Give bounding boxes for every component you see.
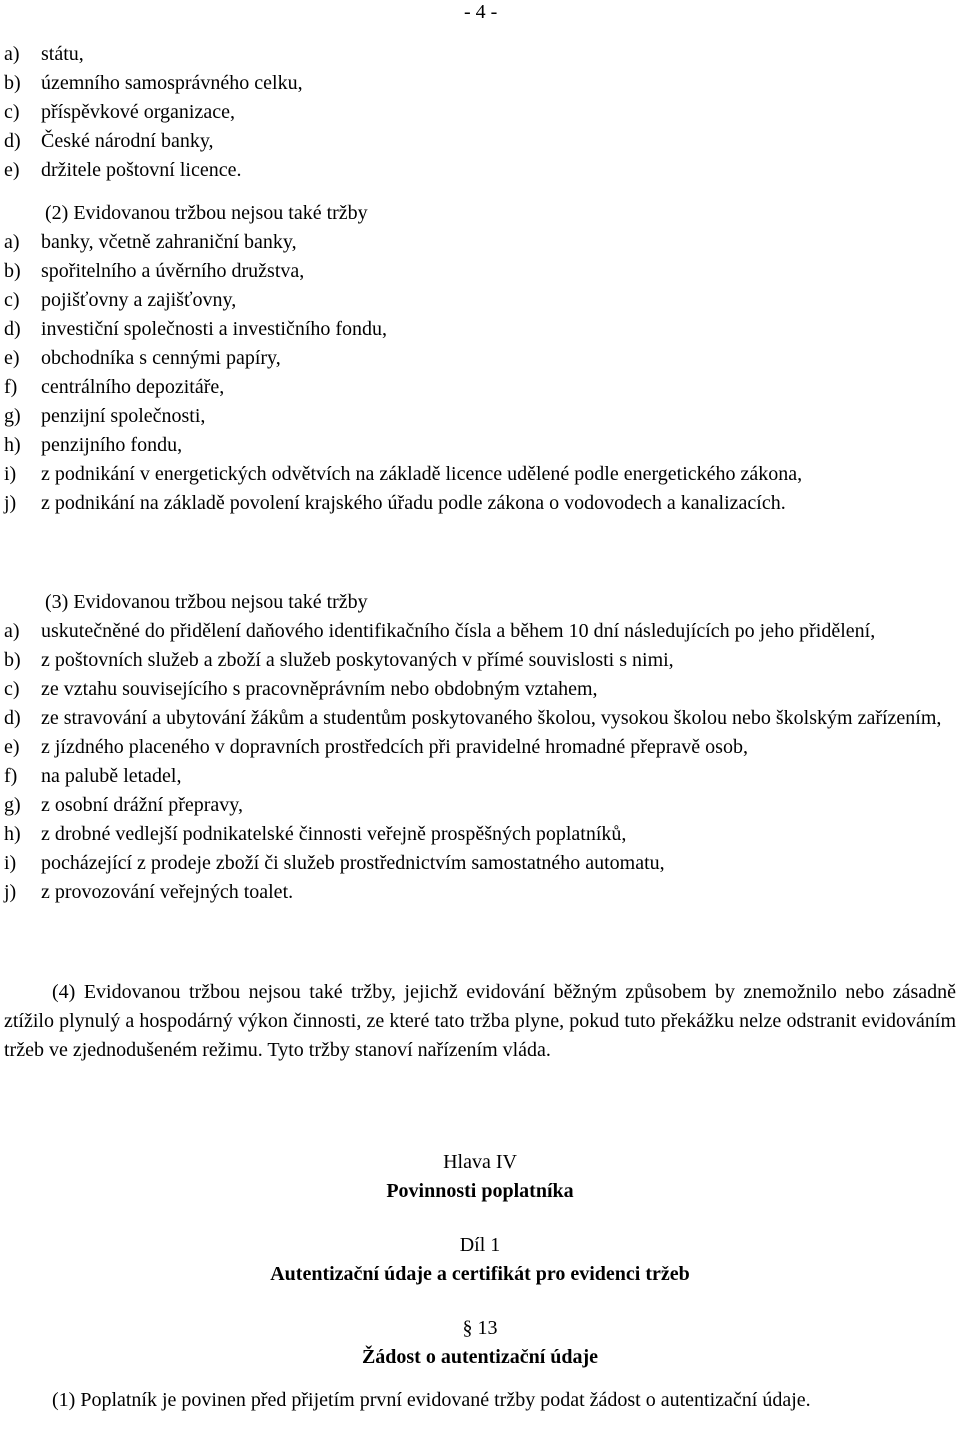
item-label: b) — [4, 72, 21, 94]
list-a — [4, 40, 956, 185]
item-label: g) — [4, 794, 21, 816]
item-label: c) — [4, 678, 20, 700]
item-text: příspěvkové organizace, — [41, 101, 235, 123]
list-item — [4, 849, 956, 878]
list-item — [4, 373, 956, 402]
item-label: d) — [4, 707, 21, 729]
item-text: z provozování veřejných toalet. — [41, 881, 294, 903]
item-text: z podnikání na základě povolení krajského úřadu podle zákona o vodovodech a kanalizacích. — [41, 492, 786, 514]
item-label: a) — [4, 231, 20, 253]
item-label: d) — [4, 318, 21, 340]
list-item — [4, 791, 956, 820]
list-item — [4, 402, 956, 431]
section-title: Žádost o autentizační údaje — [361, 1346, 599, 1368]
list-item — [4, 228, 956, 257]
item-text: z jízdného placeného v dopravních prostředcích při pravidelné hromadné přepravě osob, — [41, 736, 748, 758]
item-text: centrálního depozitáře, — [41, 376, 225, 398]
list-paragraph-3 — [4, 617, 956, 907]
item-label: f) — [4, 765, 18, 787]
list-item — [4, 733, 956, 762]
list-item — [4, 156, 956, 185]
list-item — [4, 820, 956, 849]
item-label: g) — [4, 405, 21, 427]
item-label: j) — [4, 881, 17, 903]
item-label: a) — [4, 620, 20, 642]
item-label: h) — [4, 823, 21, 845]
item-text: České národní banky, — [41, 130, 214, 152]
paragraph-2-intro: (2) Evidovanou tržbou nejsou také tržby — [45, 202, 368, 224]
list-item — [4, 460, 956, 489]
list-item — [4, 127, 956, 156]
item-label: e) — [4, 347, 20, 369]
section-number: § 13 — [462, 1317, 498, 1339]
item-label: j) — [4, 492, 17, 514]
item-label: b) — [4, 649, 21, 671]
list-item — [4, 40, 956, 69]
list-item — [4, 98, 956, 127]
item-label: d) — [4, 130, 21, 152]
item-text: uskutečněné do přidělení daňového identifikačního čísla a během 10 dní následujících po jeho přidělení, — [41, 620, 876, 642]
item-text: penzijní společnosti, — [41, 405, 206, 427]
item-label: h) — [4, 434, 21, 456]
item-text: ze stravování a ubytování žákům a studentům poskytovaného školou, vysokou školou nebo školským zařízením, — [41, 707, 942, 729]
list-item — [4, 431, 956, 460]
list-item — [4, 704, 956, 733]
paragraph-3-intro: (3) Evidovanou tržbou nejsou také tržby — [45, 591, 368, 613]
item-text: státu, — [41, 43, 84, 65]
item-text: z drobné vedlejší podnikatelské činnosti veřejně prospěšných poplatníků, — [41, 823, 627, 845]
list-item — [4, 315, 956, 344]
item-text: na palubě letadel, — [41, 765, 182, 787]
list-item — [4, 344, 956, 373]
item-label: c) — [4, 289, 20, 311]
item-label: c) — [4, 101, 20, 123]
item-text: z osobní drážní přepravy, — [41, 794, 243, 816]
section-13-paragraph-1: (1) Poplatník je povinen před přijetím první evidované tržby podat žádost o autentizační údaje. — [52, 1389, 811, 1411]
chapter-number: Hlava IV — [443, 1151, 517, 1173]
list-item — [4, 762, 956, 791]
list-item — [4, 617, 956, 646]
item-label: e) — [4, 736, 20, 758]
item-text: pocházející z prodeje zboží či služeb prostřednictvím samostatného automatu, — [41, 852, 665, 874]
part-number: Díl 1 — [459, 1234, 501, 1256]
item-text: z podnikání v energetických odvětvích na základě licence udělené podle energetického zákona, — [41, 463, 803, 485]
list-item — [4, 489, 956, 518]
item-label: a) — [4, 43, 20, 65]
list-item — [4, 286, 956, 315]
item-text: penzijního fondu, — [41, 434, 183, 456]
item-text: banky, včetně zahraniční banky, — [41, 231, 297, 253]
list-item — [4, 69, 956, 98]
item-label: f) — [4, 376, 18, 398]
paragraph-4: (4) Evidovanou tržbou nejsou také tržby, jejichž evidování běžným způsobem by znemožnilo nebo zásadně ztížilo plynulý a hospodárný výkon činnosti, ze které tato tržba plyne, pokud tuto překážku nelze odstranit evidováním tržeb ve zjednodušeném režimu. Tyto tržby stanoví nařízením vláda. — [4, 981, 956, 1061]
item-text: spořitelního a úvěrního družstva, — [41, 260, 305, 282]
item-text: z poštovních služeb a zboží a služeb poskytovaných v přímé souvislosti s nimi, — [41, 649, 674, 671]
list-item — [4, 257, 956, 286]
list-paragraph-2 — [4, 228, 956, 518]
list-item — [4, 878, 956, 907]
item-label: i) — [4, 852, 17, 874]
item-text: investiční společnosti a investičního fondu, — [41, 318, 388, 340]
item-text: obchodníka s cennými papíry, — [41, 347, 281, 369]
part-title: Autentizační údaje a certifikát pro evidenci tržeb — [270, 1263, 690, 1285]
list-item — [4, 675, 956, 704]
item-label: b) — [4, 260, 21, 282]
item-text: pojišťovny a zajišťovny, — [41, 289, 237, 311]
list-item — [4, 646, 956, 675]
page-number: - 4 - — [464, 1, 498, 23]
item-label: e) — [4, 159, 20, 181]
item-label: i) — [4, 463, 17, 485]
chapter-title: Povinnosti poplatníka — [386, 1180, 574, 1202]
item-text: držitele poštovní licence. — [41, 159, 242, 181]
item-text: územního samosprávného celku, — [41, 72, 303, 94]
item-text: ze vztahu souvisejícího s pracovněprávním nebo obdobným vztahem, — [41, 678, 598, 700]
